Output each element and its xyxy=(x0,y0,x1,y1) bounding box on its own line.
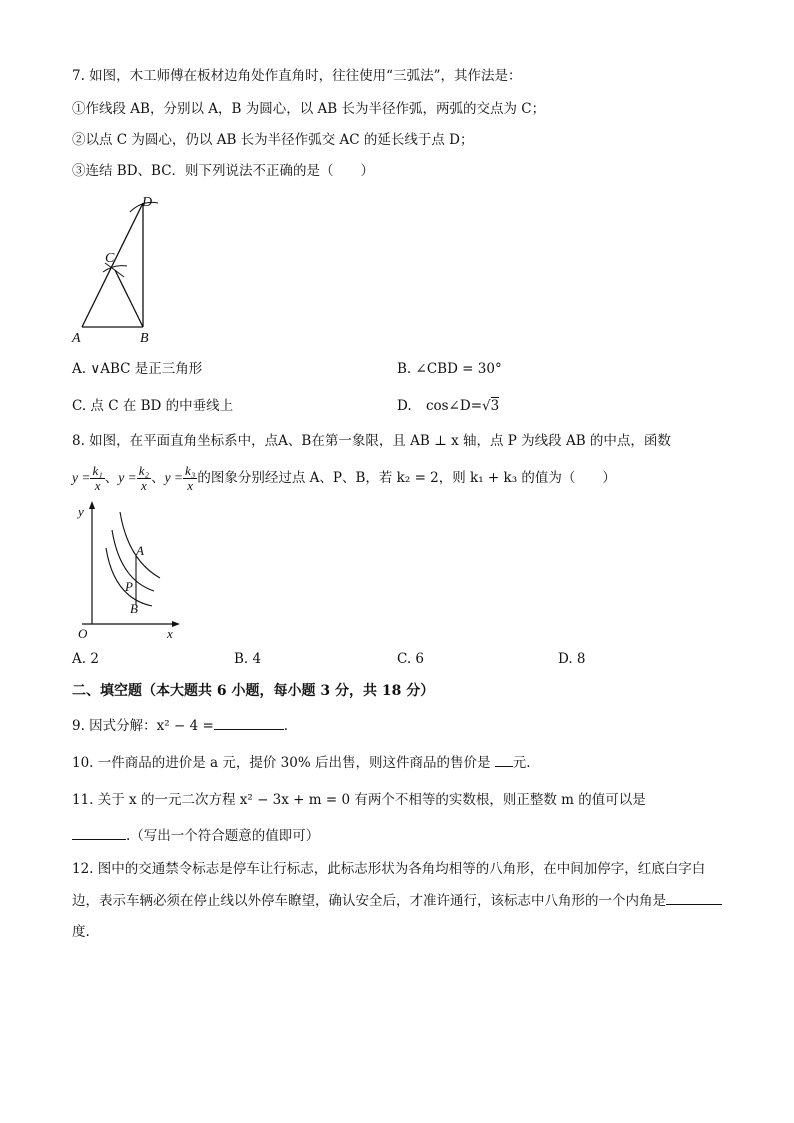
q12-answer-blank[interactable] xyxy=(666,904,722,905)
label-y: y xyxy=(78,504,84,519)
label-C: C xyxy=(105,251,115,266)
q11-answer-blank[interactable] xyxy=(72,839,126,840)
label-A: A xyxy=(72,331,81,346)
q9: 9. 因式分解：x² − 4 = . xyxy=(72,718,289,734)
q9-answer-blank[interactable] xyxy=(214,729,284,730)
q8-option-a[interactable]: A. 2 xyxy=(72,651,99,667)
q8-frac-k3: $\frac{\text{k₃}}{x}$ xyxy=(185,462,196,493)
q8-option-b[interactable]: B. 4 xyxy=(234,651,262,667)
q8-y1: y = xyxy=(72,470,91,485)
q7-option-d-expr: cos∠D= xyxy=(425,398,483,414)
q8-tail: 的图象分别经过点 A、P、B，若 k₂ = 2，则 k₁ + k₃ 的值为（ ） xyxy=(197,470,616,486)
segment-BC xyxy=(115,270,143,327)
label-x: x xyxy=(167,626,173,641)
q10: 10. 一件商品的进价是 a 元，提价 30% 后出售，则这件商品的售价是 元. xyxy=(72,755,531,771)
label-D: D xyxy=(142,195,153,210)
label-P: P xyxy=(125,579,133,594)
q7-option-d-root: 3 xyxy=(490,398,500,414)
q8-option-d[interactable]: D. 8 xyxy=(558,651,586,667)
label-B: B xyxy=(140,331,149,346)
q7-option-a[interactable]: A. ∨ABC 是正三角形 xyxy=(72,361,203,377)
q7-option-d[interactable] xyxy=(397,397,499,415)
q7-step3: ③连结 BD、BC．则下列说法不正确的是（ ） xyxy=(72,163,375,179)
q9-text: 9. 因式分解：x² − 4 = xyxy=(72,718,214,734)
q7-option-b[interactable]: B. ∠CBD = 30° xyxy=(397,361,502,377)
label-O: O xyxy=(78,626,88,641)
q7-step1: ①作线段 AB，分别以 A，B 为圆心，以 AB 长为半径作弧，两弧的交点为 C； xyxy=(72,101,546,117)
q8-figure xyxy=(70,498,190,643)
q11-line2: .（写出一个符合题意的值即可） xyxy=(126,828,320,844)
q8-frac-k2: $\frac{\text{k₂}}{x}$ xyxy=(138,462,150,493)
q12-line2: 边，表示车辆必须在停止线以外停车瞭望，确认安全后，才准许通行，该标志中八角形的一个内角是 xyxy=(72,893,666,909)
q7-option-c[interactable]: C. 点 C 在 BD 的中垂线上 xyxy=(72,398,234,414)
q10-text: 10. 一件商品的进价是 a 元，提价 30% 后出售，则这件商品的售价是 xyxy=(72,755,491,771)
q12-line1: 12. 图中的交通禁令标志是停车让行标志，此标志形状为各角均相等的八角形，在中间加停字，红底白字白 xyxy=(72,861,706,877)
x-axis-arrow xyxy=(172,621,180,627)
q7-option-d-prefix: D. xyxy=(397,398,412,414)
q11-line1: 11. 关于 x 的一元二次方程 x² − 3x + m = 0 有两个不相等的实数根，则正整数 m 的值可以是 xyxy=(72,792,646,808)
q12-line3: 度. xyxy=(72,924,90,940)
q10-answer-blank[interactable] xyxy=(495,766,513,767)
q7-figure xyxy=(70,190,180,350)
q8-frac-k1: $\frac{\text{k₁}}{x}$ xyxy=(92,462,103,493)
q8-stem: 8. 如图，在平面直角坐标系中，点A、B在第一象限，且 AB ⊥ x 轴，点 P 为线段 AB 的中点，函数 xyxy=(72,433,671,449)
label-B: B xyxy=(130,601,138,616)
y-axis-arrow xyxy=(89,501,95,509)
q8-option-c[interactable]: C. 6 xyxy=(397,651,425,667)
curve-k3 xyxy=(106,548,152,606)
q7-step2: ②以点 C 为圆心，仍以 AB 长为半径作弧交 AC 的延长线于点 D； xyxy=(72,132,474,148)
q11-line2-wrap xyxy=(72,827,319,845)
q7-stem: 7. 如图，木工师傅在板材边角处作直角时，往往使用“三弧法”，其作法是： xyxy=(72,68,522,84)
q12-line2-wrap xyxy=(72,892,722,910)
label-A: A xyxy=(136,543,144,558)
sqrt-sign: √ xyxy=(482,398,491,414)
curve-k2 xyxy=(112,530,154,591)
q8-functions: y = $\frac{\text{k₁}}{x}$ 、 y = $\frac{\text{k₂}}{x}$ 、 y = $\frac{\text{k₃}}{x}$ 的图象分别经过点 A、P、B，若 k₂ = 2，则 k₁ + k₃ 的值为（ ） xyxy=(72,462,616,493)
section-title: 二、填空题（本大题共 6 小题，每小题 3 分，共 18 分） xyxy=(72,683,435,699)
